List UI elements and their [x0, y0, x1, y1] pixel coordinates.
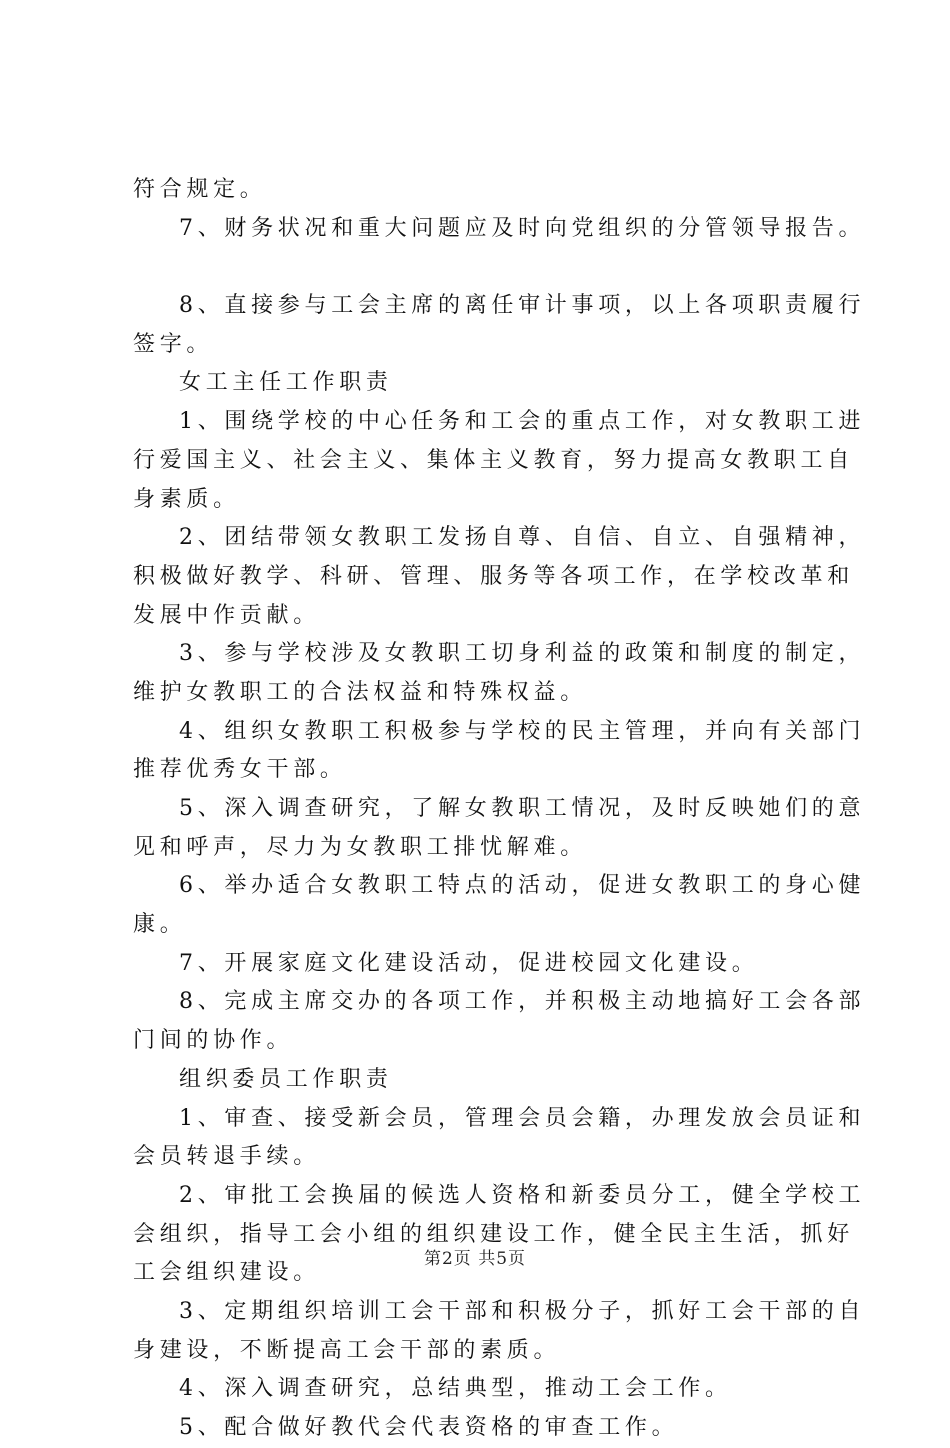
text-line: 8、完成主席交办的各项工作，并积极主动地搞好工会各部 [179, 989, 866, 1015]
text-line: 行爱国主义、社会主义、集体主义教育，努力提高女教职工自 [133, 447, 854, 473]
text-line: 会员转退手续。 [133, 1144, 320, 1170]
text-line: 4、深入调查研究，总结典型，推动工会工作。 [179, 1376, 732, 1402]
text-line: 发展中作贡献。 [133, 602, 320, 628]
text-line: 签字。 [133, 331, 214, 357]
text-line: 门间的协作。 [133, 1028, 294, 1054]
text-line: 1、围绕学校的中心任务和工会的重点工作，对女教职工进 [179, 409, 866, 435]
section-heading: 女工主任工作职责 [179, 370, 393, 396]
text-line: 2、审批工会换届的候选人资格和新委员分工，健全学校工 [179, 1182, 866, 1208]
text-line: 7、开展家庭文化建设活动，促进校园文化建设。 [179, 950, 759, 976]
text-line: 工会组织建设。 [133, 1260, 320, 1286]
text-line: 符合规定。 [133, 177, 267, 202]
text-line: 1、审查、接受新会员，管理会员会籍，办理发放会员证和 [179, 1105, 866, 1131]
text-line: 5、深入调查研究，了解女教职工情况，及时反映她们的意 [179, 796, 866, 821]
text-line: 4、组织女教职工积极参与学校的民主管理，并向有关部门 [179, 718, 866, 744]
text-line: 会组织，指导工会小组的组织建设工作，健全民主生活，抓好 [133, 1221, 854, 1247]
text-line: 见和呼声，尽力为女教职工排忧解难。 [133, 834, 587, 860]
text-line: 6、举办适合女教职工特点的活动，促进女教职工的身心健 [179, 873, 866, 899]
blank-line [133, 248, 833, 287]
text-line: 7、财务状况和重大问题应及时向党组织的分管领导报告。 [179, 215, 866, 241]
text-line: 积极做好教学、科研、管理、服务等各项工作，在学校改革和 [133, 563, 854, 589]
text-line: 康。 [133, 912, 187, 938]
text-line: 2、团结带领女教职工发扬自尊、自信、自立、自强精神， [179, 525, 866, 551]
text-line: 5、配合做好教代会代表资格的审查工作。 [179, 1415, 679, 1440]
text-line: 维护女教职工的合法权益和特殊权益。 [133, 679, 587, 705]
text-line: 3、定期组织培训工会干部和积极分子，抓好工会干部的自 [179, 1298, 866, 1324]
text-line: 8、直接参与工会主席的离任审计事项，以上各项职责履行 [179, 293, 866, 319]
text-line: 身素质。 [133, 486, 240, 512]
text-line: 推荐优秀女干部。 [133, 757, 347, 783]
text-line: 身建设，不断提高工会干部的素质。 [133, 1337, 561, 1363]
page-footer: 第2页 共5页 [423, 1249, 527, 1269]
section-heading: 组织委员工作职责 [179, 1066, 393, 1092]
text-line: 3、参与学校涉及女教职工切身利益的政策和制度的制定， [179, 641, 866, 667]
